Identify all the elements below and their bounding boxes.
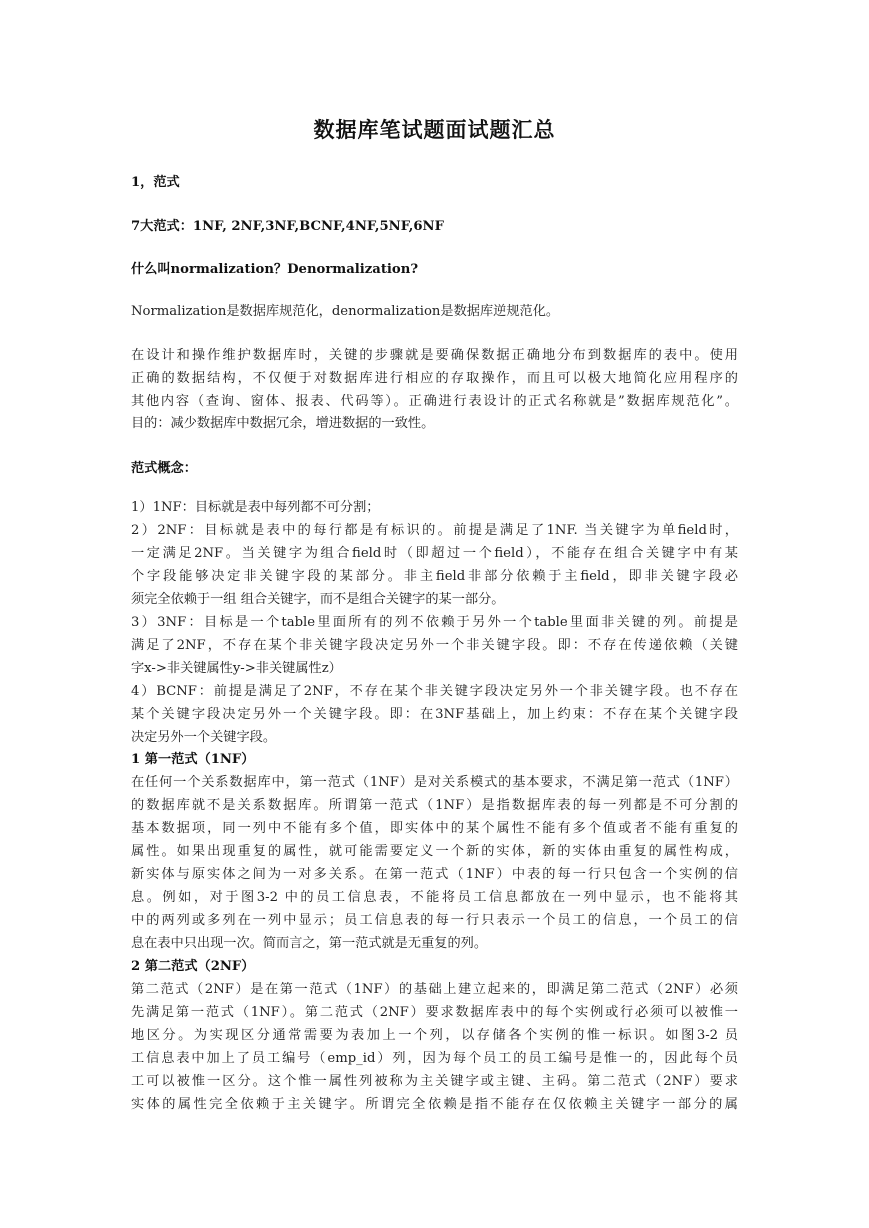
concept-line: 须完全依赖于一组 组合关键字，而不是组合关键字的某一部分。 bbox=[131, 592, 505, 607]
nf1-line: 中的两列或多列在一列中显示；员工信息表的每一行只表示一个员工的信息，一个员工的信 bbox=[131, 913, 738, 928]
intro-line: 正确的数据结构，不仅便于对数据库进行相应的存取操作，而且可以极大地简化应用程序的 bbox=[131, 371, 738, 386]
nf1-line: 息在表中只出现一次。简而言之，第一范式就是无重复的列。 bbox=[131, 936, 488, 951]
nf1-line: 属性。如果出现重复的属性，就可能需要定义一个新的实体，新的实体由重复的属性构成， bbox=[131, 844, 738, 859]
second-normal-form-heading: 2 第二范式（2NF） bbox=[131, 959, 255, 974]
nf1-line: 新实体与原实体之间为一对多关系。在第一范式（1NF）中表的每一行只包含一个实例的信 bbox=[131, 867, 738, 882]
nf2-line: 工信息表中加上了员工编号（emp_id）列，因为每个员工的员工编号是惟一的，因此每个员 bbox=[131, 1051, 738, 1066]
page-title: 数据库笔试题面试题汇总 bbox=[313, 117, 556, 142]
concept-line: 1）1NF：目标就是表中每列都不可分割； bbox=[131, 500, 380, 515]
concept-line: 一定满足2NF。当关键字为组合field时（即超过一个field），不能存在组合关键字中有某 bbox=[131, 546, 738, 561]
nf2-line: 地区分。为实现区分通常需要为表加上一个列，以存储各个实例的惟一标识。如图3-2 员 bbox=[131, 1028, 738, 1043]
nf1-line: 基本数据项，同一列中不能有多个值，即实体中的某个属性不能有多个值或者不能有重复的 bbox=[131, 821, 738, 836]
concept-line: 满足了2NF，不存在某个非关键字段决定另外一个非关键字段。即：不存在传递依赖（关键 bbox=[131, 638, 738, 653]
concept-line: 3）3NF：目标是一个table里面所有的列不依赖于另外一个table里面非关键的列。前提是 bbox=[131, 615, 738, 630]
concept-heading: 范式概念： bbox=[131, 461, 197, 476]
section-heading-normal-forms: 1，范式 bbox=[131, 175, 180, 190]
intro-line: 目的：减少数据库中数据冗余，增进数据的一致性。 bbox=[131, 416, 435, 431]
concept-line: 决定另外一个关键字段。 bbox=[131, 730, 277, 745]
nf1-line: 的数据库就不是关系数据库。所谓第一范式（1NF）是指数据库表的每一列都是不可分割的 bbox=[131, 798, 738, 813]
concept-line: 某个关键字段决定另外一个关键字段。即：在3NF基础上，加上约束：不存在某个关键字段 bbox=[131, 707, 738, 722]
concept-line: 字x->非关键属性y->非关键属性z） bbox=[131, 661, 342, 676]
nf2-line: 先满足第一范式（1NF）。第二范式（2NF）要求数据库表中的每个实例或行必须可以被惟一 bbox=[131, 1005, 738, 1020]
seven-normal-forms-line: 7大范式：1NF, 2NF,3NF,BCNF,4NF,5NF,6NF bbox=[131, 219, 444, 234]
intro-line: 在设计和操作维护数据库时，关键的步骤就是要确保数据正确地分布到数据库的表中。使用 bbox=[131, 348, 738, 363]
nf2-line: 实体的属性完全依赖于主关键字。所谓完全依赖是指不能存在仅依赖主关键字一部分的属 bbox=[131, 1097, 738, 1112]
concept-line: 4）BCNF：前提是满足了2NF，不存在某个非关键字段决定另外一个非关键字段。也不存在 bbox=[131, 684, 738, 699]
nf2-line: 工可以被惟一区分。这个惟一属性列被称为主关键字或主键、主码。第二范式（2NF）要求 bbox=[131, 1074, 738, 1089]
normalization-answer: Normalization是数据库规范化，denormalization是数据库逆规范化。 bbox=[131, 304, 560, 319]
first-normal-form-heading: 1 第一范式（1NF） bbox=[131, 752, 255, 767]
nf1-line: 息。例如，对于图3-2 中的员工信息表，不能将员工信息都放在一列中显示，也不能将其 bbox=[131, 890, 738, 905]
concept-line: 个字段能够决定非关键字段的某部分。非主field非部分依赖于主field，即非关键字段必 bbox=[131, 569, 738, 584]
intro-line: 其他内容（查询、窗体、报表、代码等）。正确进行表设计的正式名称就是”数据库规范化”。 bbox=[131, 394, 738, 409]
nf1-line: 在任何一个关系数据库中，第一范式（1NF）是对关系模式的基本要求，不满足第一范式（1NF） bbox=[131, 775, 738, 790]
nf2-line: 第二范式（2NF）是在第一范式（1NF）的基础上建立起来的，即满足第二范式（2NF）必须 bbox=[131, 982, 738, 997]
normalization-question: 什么叫normalization？Denormalization? bbox=[131, 262, 419, 277]
concept-line: 2）2NF：目标就是表中的每行都是有标识的。前提是满足了1NF. 当关键字为单field时， bbox=[131, 523, 738, 538]
